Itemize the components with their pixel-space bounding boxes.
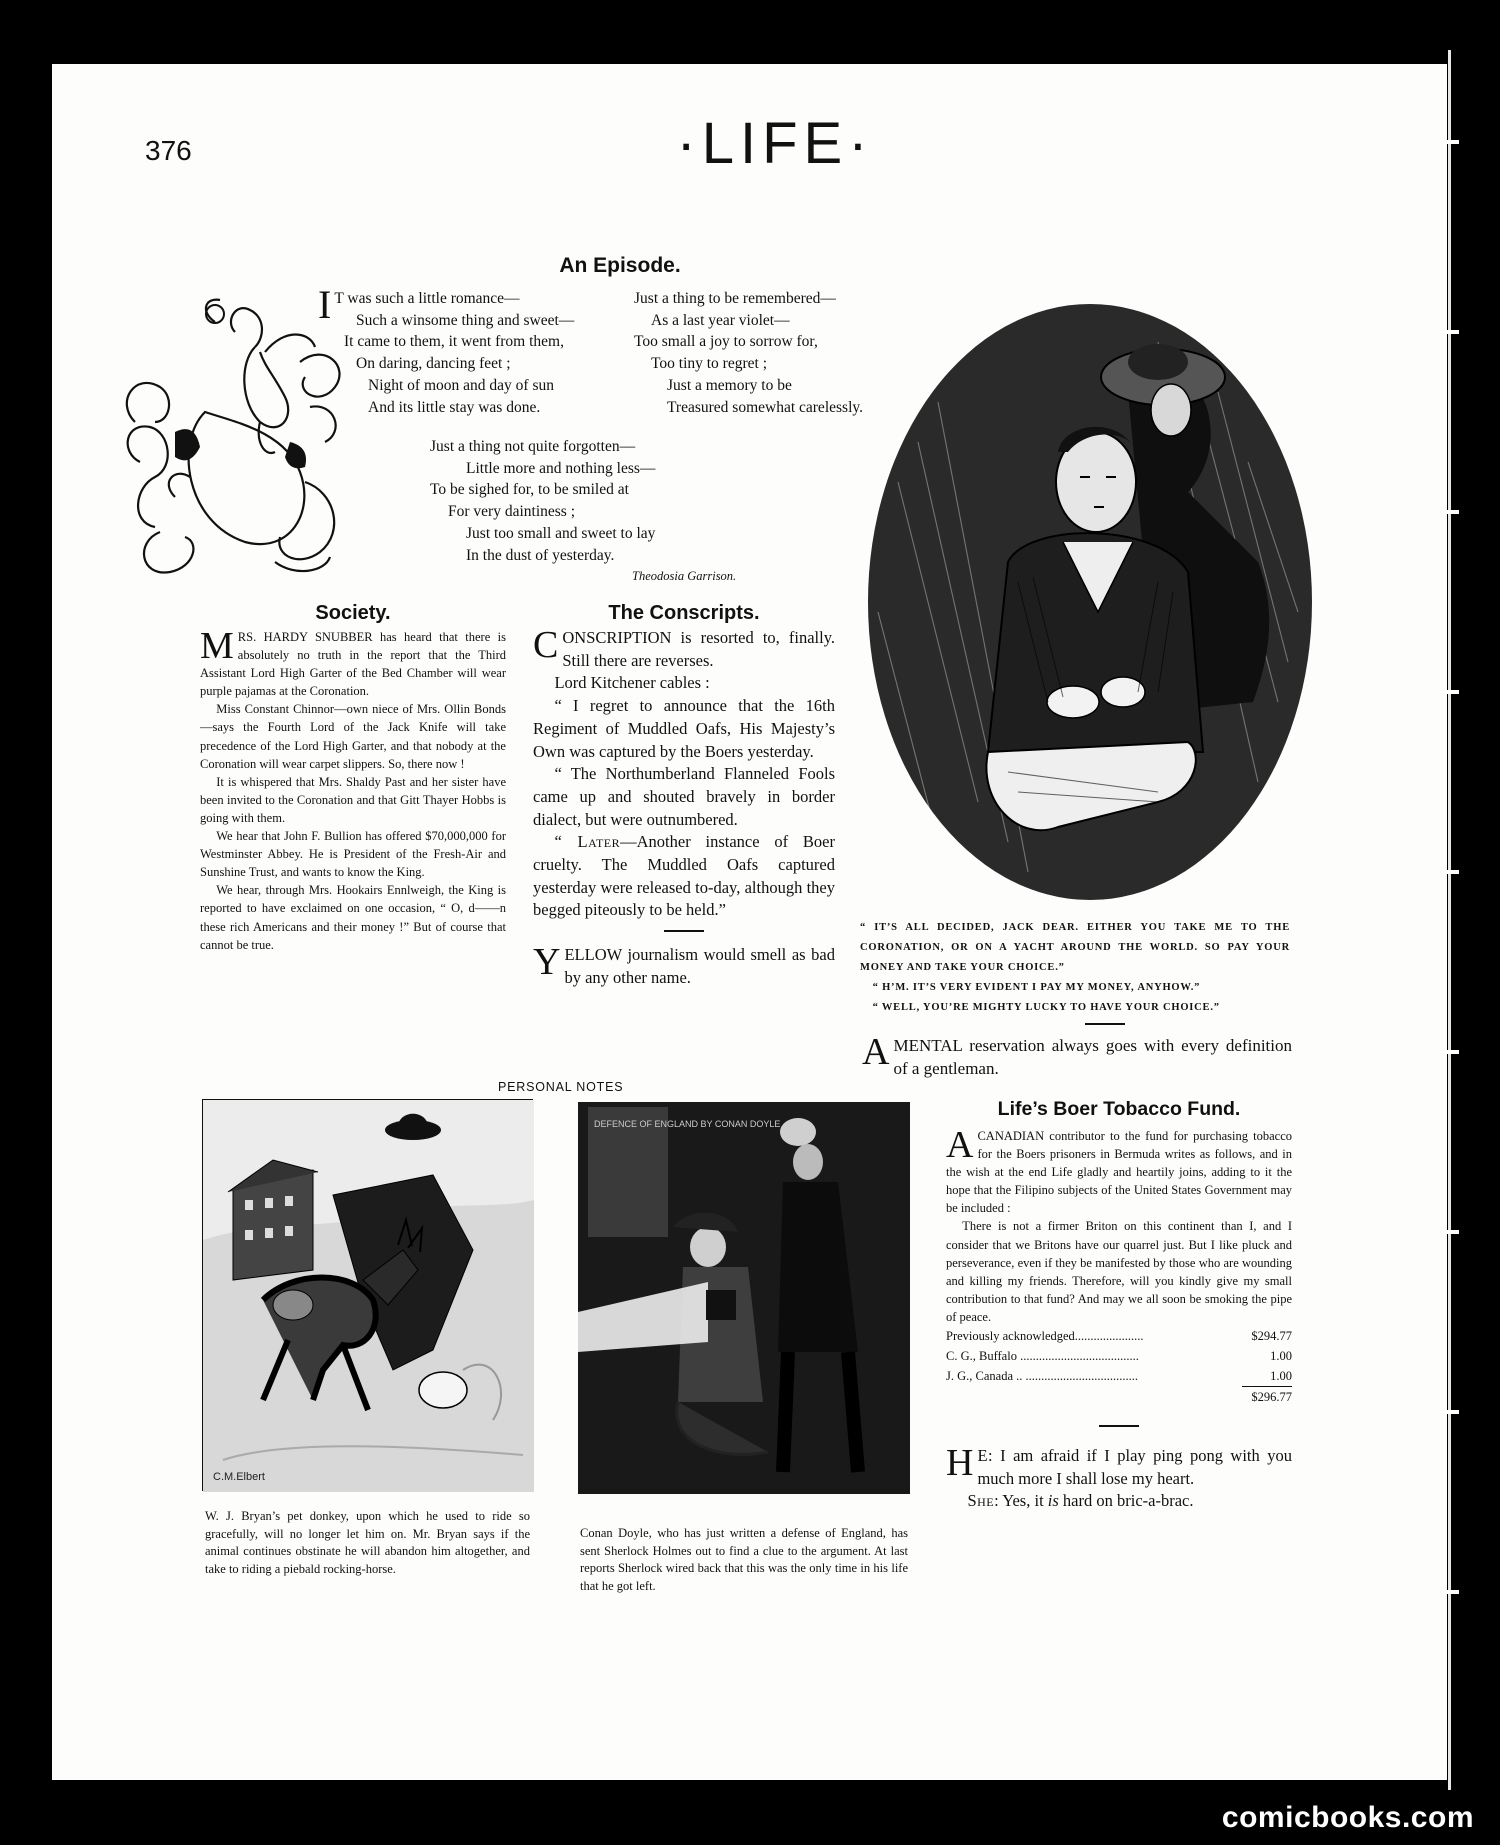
bryan-caption-text: W. J. Bryan’s pet donkey, upon which he used to ride so gracefully, will no longer let him on. Mr. Bryan says if the animal continues obstinate he will abandon him altogether, and take to riding a piebald rocking-horse. <box>205 1509 530 1576</box>
society-paragraph: Miss Constant Chinnor—own niece of Mrs. Ollin Bonds—says the Fourth Lord of the Jack Knife will take precedence of the Lord High Garter, and that nobody at the Coronation will wear carpet slippers. So, there now ! <box>200 702 506 771</box>
joke-she-text-end: hard on bric-a-brac. <box>1058 1491 1194 1511</box>
conscripts-later-label: “ Later <box>554 832 621 852</box>
joke-she-text: : Yes, it <box>994 1491 1048 1511</box>
caption-line: “ IT’S ALL DECIDED, JACK DEAR. EITHER YOU TAKE ME TO THE CORONATION, OR ON A YACHT AROUND THE WORLD. SO PAY YOUR MONEY AND TAKE YOUR CHOICE.” <box>860 922 1290 973</box>
poem-line: Such a winsome thing and sweet— <box>356 311 575 329</box>
table-row <box>946 1366 1292 1387</box>
table-row <box>946 1346 1292 1366</box>
poem-line: Too tiny to regret ; <box>651 355 768 373</box>
society-column <box>200 602 506 954</box>
mental-joke-text: MENTAL reservation always goes with every definition of a gentleman. <box>893 1036 1292 1078</box>
joke-he-text: : I am afraid if I play ping pong with you much more I shall lose my heart. <box>977 1446 1292 1488</box>
fund-paragraph: CANADIAN contributor to the fund for purchasing tobacco for the Boers prisoners in Bermuda writes as follows, and in the wish at the end Life gladly and heartily joins, adding to it the hope that the Filipino subjects of the United States Government may be included : <box>946 1129 1292 1216</box>
poem-line: Little more and nothing less— <box>466 459 656 477</box>
poem-line: As a last year violet— <box>651 311 790 329</box>
conan-doyle-cartoon <box>578 1102 910 1494</box>
mental-drop-cap: A <box>862 1031 890 1073</box>
joke-he-label: E <box>977 1446 989 1466</box>
poem-line: Just too small and sweet to lay <box>466 524 656 542</box>
mental-reservation-joke <box>862 1031 1292 1080</box>
page-binding-edge <box>1448 50 1470 1790</box>
society-title: Society. <box>315 602 391 624</box>
conscripts-title: The Conscripts. <box>608 602 760 624</box>
poem-line: For very daintiness ; <box>448 503 575 521</box>
main-illustration-caption <box>860 918 1290 1018</box>
contribution-label: C. G., Buffalo ...................................... <box>946 1349 1139 1364</box>
contribution-label: Previously acknowledged...................... <box>946 1329 1144 1344</box>
poem-line: In the dust of yesterday. <box>466 546 615 564</box>
poem-drop-cap: I <box>318 282 332 327</box>
conscripts-paragraph: “ I regret to announce that the 16th Regiment of Muddled Oafs, His Majesty’s Own was captured by the Boers yesterday. <box>533 696 835 761</box>
poem-author: Theodosia Garrison. <box>632 569 737 584</box>
joke-she-emphasis: is <box>1047 1491 1059 1511</box>
poem-line: Just a thing not quite forgotten— <box>430 438 636 455</box>
conscripts-column <box>533 602 835 990</box>
contribution-total: $296.77 <box>1251 1390 1292 1405</box>
conscripts-paragraph: “ The Northumberland Flanneled Fools came up and shouted bravely in border dialect, but were outnumbered. <box>533 764 835 829</box>
society-paragraph: It is whispered that Mrs. Shaldy Past and her sister have been invited to the Coronation and that Gitt Thayer Hobbs is going with them. <box>200 774 506 825</box>
conscripts-paragraph: ONSCRIPTION is resorted to, finally. Still there are reverses. <box>562 628 835 670</box>
joke-she-label: She <box>967 1491 995 1511</box>
poem-line: Too small a joy to sorrow for, <box>634 333 818 351</box>
poem-line: And its little stay was done. <box>368 398 541 416</box>
conscripts-paragraph: —Another instance of Boer cruelty. The Muddled Oafs captured yesterday were released to-day, although they begged piteously to be held.” <box>533 832 835 920</box>
divider <box>1099 1425 1139 1427</box>
contribution-amount: $294.77 <box>1251 1329 1292 1344</box>
yellow-joke-text: ELLOW journalism would smell as bad by any other name. <box>564 945 835 987</box>
joke-drop-cap: H <box>946 1442 974 1485</box>
poem-stanza-3 <box>430 436 790 588</box>
poem-line: It came to them, it went from them, <box>344 333 564 351</box>
doyle-caption <box>580 1525 908 1595</box>
contribution-amount: 1.00 <box>1242 1366 1292 1387</box>
table-row <box>946 1326 1292 1346</box>
contributions-table <box>946 1326 1292 1407</box>
site-watermark: comicbooks.com <box>1221 1801 1474 1834</box>
doyle-poster-text: DEFENCE OF ENGLAND BY CONAN DOYLE <box>594 1119 781 1129</box>
tobacco-fund-title: Life’s Boer Tobacco Fund. <box>997 1098 1241 1120</box>
conscripts-drop-cap: C <box>533 624 559 666</box>
poem-line: Just a thing to be remembered— <box>634 290 836 307</box>
doyle-caption-text: Conan Doyle, who has just written a defense of England, has sent Sherlock Holmes out to find a clue to the argument. At last reports Sherlock wired back that this was the only time in his life that he got left. <box>580 1526 908 1593</box>
page-number: 376 <box>145 135 192 166</box>
caption-line: “ H’M. IT’S VERY EVIDENT I PAY MY MONEY, ANYHOW.” <box>872 982 1201 993</box>
poem-stanza-1 <box>318 282 628 418</box>
tobacco-fund-column <box>946 1098 1292 1513</box>
masthead-title: ·LIFE· <box>676 111 874 176</box>
poem-line: Treasured somewhat carelessly. <box>667 398 863 416</box>
contribution-amount: 1.00 <box>1270 1349 1292 1364</box>
poem-line: On daring, dancing feet ; <box>356 355 511 373</box>
cartoon-signature: C.M.Elbert <box>213 1471 265 1483</box>
poem-line: Just a memory to be <box>667 376 792 394</box>
contribution-label: J. G., Canada .. .................................... <box>946 1369 1138 1384</box>
bryan-caption <box>205 1508 530 1578</box>
coronation-couple-illustration <box>858 282 1313 902</box>
yellow-drop-cap: Y <box>533 941 561 984</box>
poem-line: T was such a little romance— <box>334 290 520 307</box>
fund-drop-cap: A <box>946 1124 974 1166</box>
personal-notes-label: PERSONAL NOTES <box>498 1080 624 1094</box>
fund-paragraph: There is not a firmer Briton on this continent than I, and I consider that we Britons have our quarrel just. But I like pluck and perseverance, even if they be manifested by those who are wounding and killing my friends. Therefore, will you kindly give my small contribution to that fund? And may we all soon be smoking the pipe of peace. <box>946 1219 1292 1324</box>
poem-title: An Episode. <box>559 254 681 277</box>
society-paragraph: We hear that John F. Bullion has offered $70,000,000 for Westminster Abbey. He is President of the Fresh-Air and Sunshine Trust, and wants to know the King. <box>200 829 506 880</box>
divider <box>664 930 704 932</box>
divider <box>1085 1023 1125 1025</box>
bryan-donkey-cartoon <box>202 1099 533 1491</box>
conscripts-paragraph: Lord Kitchener cables : <box>554 673 710 693</box>
society-paragraph: We hear, through Mrs. Hookairs Ennlweigh, the King is reported to have exclaimed on one occasion, “ O, d——n these rich Americans and their money !” But of course that cannot be true. <box>200 883 506 952</box>
poem-line: To be sighed for, to be smiled at <box>430 481 629 499</box>
table-row <box>946 1387 1292 1408</box>
society-drop-cap: M <box>200 625 234 667</box>
caption-line: “ WELL, YOU’RE MIGHTY LUCKY TO HAVE YOUR CHOICE.” <box>872 1002 1220 1013</box>
society-paragraph: RS. HARDY SNUBBER has heard that there is absolutely no truth in the report that the Third Assistant Lord High Garter of the Bed Chamber will wear purple pajamas at the Coronation. <box>200 630 506 699</box>
poem-line: Night of moon and day of sun <box>368 376 554 394</box>
